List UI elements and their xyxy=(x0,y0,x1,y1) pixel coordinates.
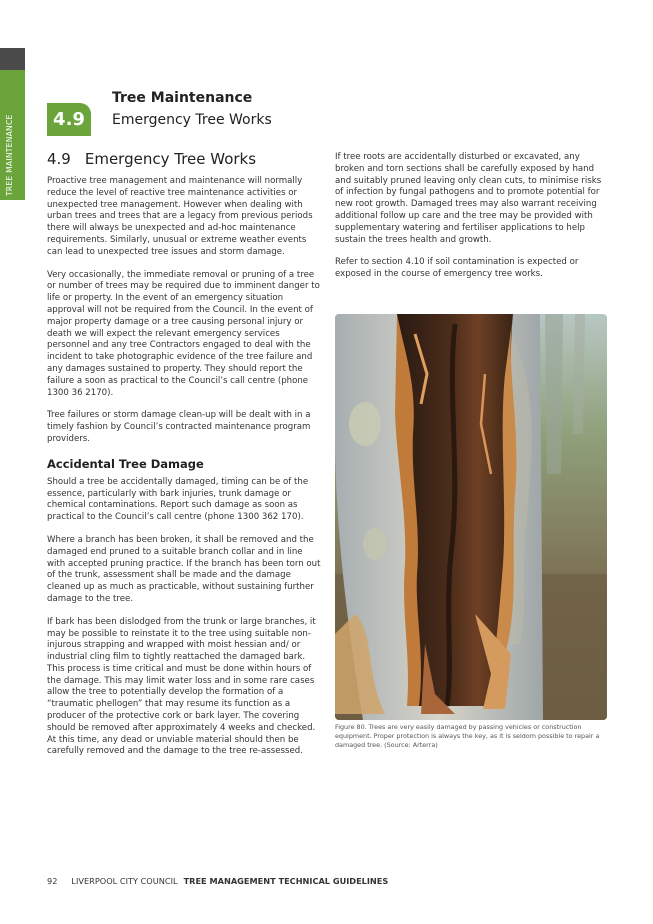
damaged-tree-photo xyxy=(335,314,607,720)
left-column xyxy=(47,150,323,769)
page-subtitle: Emergency Tree Works xyxy=(112,112,272,128)
right-column xyxy=(335,152,607,292)
side-tab-marker xyxy=(0,48,25,70)
paragraph: Refer to section 4.10 if soil contamination is expected or exposed in the course of emergency tree works. xyxy=(335,257,579,280)
paragraph: Proactive tree management and maintenance will normally reduce the level of reactive tree maintenance activities or unexpected tree management. However when dealing with urban trees and trees that are a legacy from previous periods there will always be unexpected and ad-hoc maintenance requirements. Similarly, unusual or extreme weather events can lead to unexpected tree issues and storm damage. xyxy=(47,176,313,257)
section-heading-text: Emergency Tree Works xyxy=(84,150,257,168)
document-title: TREE MANAGEMENT TECHNICAL GUIDELINES xyxy=(183,876,389,886)
section-number-badge: 4.9 xyxy=(47,103,91,136)
paragraph: Where a branch has been broken, it shall be removed and the damaged end pruned to a suitable branch collar and in line with accepted pruning practice. If the branch has been torn out of the trunk, assessment shall be made and the damage cleaned up as much as practicable, without sustaining further damage to the tree. xyxy=(47,534,321,604)
side-tab-label: TREE MAINTENANCE xyxy=(5,114,14,196)
figure-caption: Figure 80. Trees are very easily damaged by passing vehicles or construction equipment. Proper protection is always the key, as it is seldom possible to repair a damaged tree. (Source: Arterra) xyxy=(335,723,600,749)
paragraph: Very occasionally, the immediate removal or pruning of a tree or number of trees may be required due to imminent danger to life or property. In the event of an emergency situation approval will not be required from the Council. In the event of major property damage or a tree causing personal injury or death we will expect the relevant emergency services personnel and any tree Contractors engaged to deal with the incident to take photographic evidence of the tree failure and any damages sustained to property. They should report the failure a soon as practical to the Council’s call centre (phone 1300 36 2170). xyxy=(47,269,320,398)
council-name: LIVERPOOL CITY COUNCIL xyxy=(71,876,178,886)
paragraph: Should a tree be accidentally damaged, timing can be of the essence, particularly with bark injuries, trunk damage or chemical contaminations. Report such damage as soon as practical to the Council’s call centre (phone 1300 362 170). xyxy=(47,476,309,523)
paragraph: Tree failures or storm damage clean-up will be dealt with in a timely fashion by Council’s contracted maintenance program providers. xyxy=(47,410,311,444)
page-footer xyxy=(47,876,388,886)
section-heading xyxy=(47,150,323,168)
page-title: Tree Maintenance xyxy=(112,90,253,106)
subheading-accidental-tree-damage: Accidental Tree Damage xyxy=(47,456,204,471)
paragraph: If tree roots are accidentally disturbed or excavated, any broken and torn sections shall be carefully exposed by hand and suitably pruned leaving only clean cuts, to minimise risks of infection by fungal pathogens and to promote potential for new root growth. Damaged trees may also warrant receiving additional follow up care and the tree may be provided with supplementary watering and fertiliser applications to help sustain the trees health and growth. xyxy=(335,152,602,245)
section-heading-number: 4.9 xyxy=(47,150,71,168)
paragraph: If bark has been dislodged from the trunk or large branches, it may be possible to reinstate it to the tree using suitable non-injurous strapping and wrapped with moist hessian and/ or industrial cling film to tightly reattached the damaged bark. This process is time critical and must be done within hours of the damage. This may limit water loss and in some rare cases allow the tree to potentially develop the formation of a “traumatic phellogen” that may resume its function as a producer of the protective cork or bark layer. The covering should be removed after approximately 4 weeks and checked. At this time, any dead or unviable material should then be carefully removed and the damage to the tree re-assessed. xyxy=(47,616,316,757)
page-number: 92 xyxy=(47,876,58,886)
